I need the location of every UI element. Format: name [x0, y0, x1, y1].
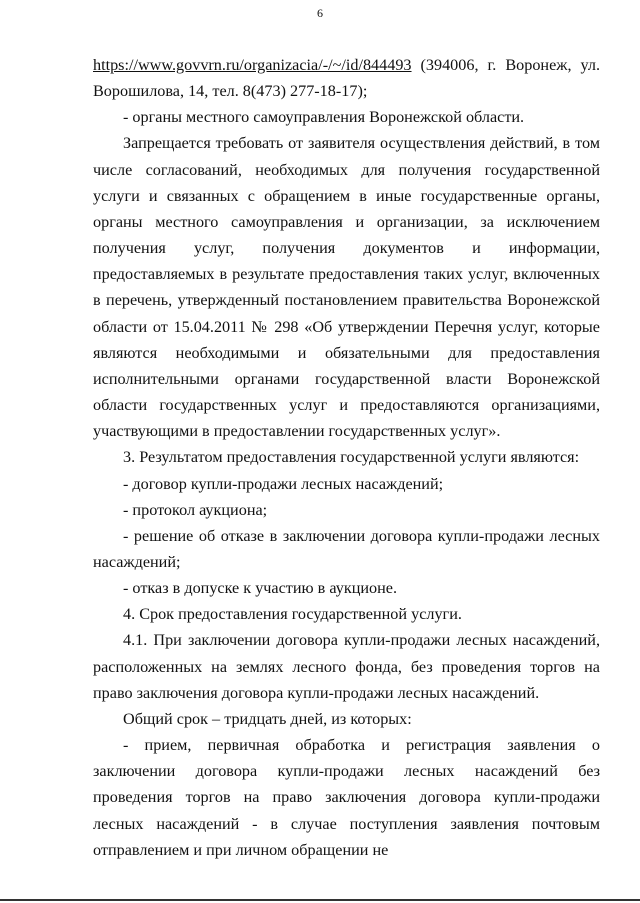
- bottom-divider: [0, 899, 640, 901]
- paragraph-total-term: Общий срок – тридцать дней, из которых:: [123, 709, 412, 728]
- organization-link[interactable]: https://www.govvrn.ru/organizacia/-/~/id/844493: [93, 56, 412, 74]
- paragraph-section-4-1: 4.1. При заключении договора купли-продажи лесных насаждений, расположенных на землях лесного фонда, без проведения торгов на право заключения договора купли-продажи лесных насаждений.: [93, 631, 600, 702]
- list-item-auction-denial: - отказ в допуске к участию в аукционе.: [123, 579, 398, 598]
- list-item-contract: - договор купли-продажи лесных насаждений;: [123, 474, 444, 493]
- page-number: 6: [317, 6, 323, 20]
- paragraph-section-3-heading: 3. Результатом предоставления государственной услуги являются:: [123, 448, 580, 467]
- address-paragraph: [93, 52, 600, 104]
- paragraph-section-4-heading: 4. Срок предоставления государственной услуги.: [123, 605, 462, 624]
- address-text: (394006, г. Воронеж, ул. Ворошилова, 14, тел. 8(473) 277-18-17);: [93, 56, 600, 101]
- paragraph-registration: - прием, первичная обработка и регистрация заявления о заключении договора купли-продажи лесных насаждений без проведения торгов на право заключения договора купли-продажи лесных насаждений - в случае поступления заявления почтовым отправлением и при личном обращении не: [93, 736, 600, 859]
- paragraph-local-authorities: - органы местного самоуправления Воронежской области.: [123, 108, 525, 127]
- document-body: [93, 52, 600, 863]
- paragraph-prohibition: Запрещается требовать от заявителя осуществления действий, в том числе согласований, необходимых для получения государственной услуги и связанных с обращением в иные государственные органы, органы местного самоуправления и организации, за исключением получения услуг, получения документов и информации, предоставляемых в результате предоставления таких услуг, включенных в перечень, утвержденный постановлением правительства Воронежской области от 15.04.2011 № 298 «Об утверждении Перечня услуг, которые являются необходимыми и обязательными для предоставления исполнительными органами государственной власти Воронежской области государственных услуг и предоставляются организациями, участвующими в предоставлении государственных услуг».: [93, 134, 600, 441]
- list-item-refusal-decision: - решение об отказе в заключении договора купли-продажи лесных насаждений;: [93, 526, 600, 571]
- list-item-auction-protocol: - протокол аукциона;: [123, 500, 268, 519]
